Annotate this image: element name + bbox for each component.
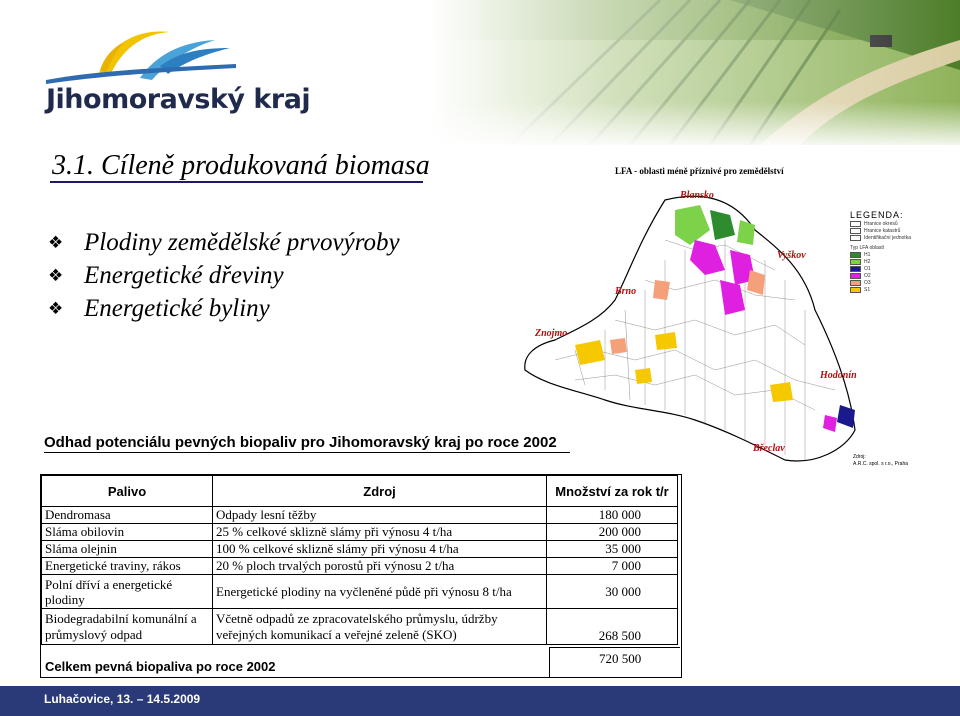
- cell-mnozstvi: 30 000: [547, 575, 678, 609]
- bullet-list: [48, 226, 400, 325]
- legend-swatch: [850, 252, 861, 258]
- legend-subtitle: Typ LFA oblastí: [850, 245, 885, 251]
- cell-zdroj: 100 % celkové sklizně slámy při výnosu 4 t/ha: [213, 541, 547, 558]
- legend-item: [850, 265, 925, 272]
- lfa-map: [515, 160, 925, 475]
- map-credit-line: Zdroj:: [853, 454, 866, 460]
- legend-label: O1: [864, 265, 871, 272]
- legend-label: O3: [864, 279, 871, 286]
- legend-swatch: [850, 221, 861, 227]
- region-logo: [40, 18, 311, 128]
- column-header-mnozstvi: Množství za rok t/r: [547, 476, 678, 507]
- legend-item: [850, 251, 925, 258]
- diamond-bullet-icon: ❖: [48, 265, 64, 286]
- legend-swatch: [850, 259, 861, 265]
- legend-title: LEGENDA:: [850, 210, 904, 220]
- legend-label: H2: [864, 258, 871, 265]
- cell-palivo: Polní dříví a energetické plodiny: [42, 575, 213, 609]
- city-label-brno: Brno: [615, 286, 637, 297]
- city-label-breclav: Břeclav: [753, 443, 785, 454]
- legend-item: [850, 258, 925, 265]
- bullet-text: Energetické byliny: [84, 294, 270, 322]
- vineyard-photo: [430, 0, 960, 145]
- map-credit-line: A.R.C. spol. s r.o., Praha: [853, 461, 909, 467]
- legend-label: S1: [864, 286, 871, 293]
- swallow-logo-icon: [40, 18, 240, 88]
- table-row: [42, 558, 678, 575]
- vineyard-image: [430, 0, 960, 145]
- legend-item: [850, 220, 925, 227]
- cell-palivo: Dendromasa: [42, 507, 213, 524]
- map-credit: [853, 454, 908, 468]
- bullet-text: Energetické dřeviny: [84, 261, 284, 289]
- legend-label: H1: [864, 251, 871, 258]
- table-heading: Odhad potenciálu pevných biopaliv pro Jihomoravský kraj po roce 2002: [44, 434, 557, 451]
- legend-swatch: [850, 273, 861, 279]
- cell-palivo: Sláma obilovin: [42, 524, 213, 541]
- table-total-row: [41, 647, 680, 677]
- cell-mnozstvi: 7 000: [547, 558, 678, 575]
- legend-label: Identifikační jednotka: [864, 234, 911, 241]
- legend-item: [850, 279, 925, 286]
- total-value: 720 500: [599, 651, 642, 666]
- legend-label: Hranice katastrů: [864, 227, 901, 234]
- legend-swatch: [850, 235, 861, 241]
- cell-palivo: Biodegradabilní komunální a průmyslový odpad: [42, 609, 213, 645]
- cell-palivo: Sláma olejnin: [42, 541, 213, 558]
- cell-mnozstvi: 268 500: [547, 609, 678, 645]
- cell-mnozstvi: 35 000: [547, 541, 678, 558]
- cell-zdroj: Včetně odpadů ze zpracovatelského průmyslu, údržby veřejných komunikací a veřejné zeleně (SKO): [213, 609, 547, 645]
- header: [0, 0, 960, 140]
- legend-item: [850, 234, 925, 241]
- legend-swatch: [850, 287, 861, 293]
- total-divider: [549, 647, 680, 648]
- footer-bar: [0, 686, 960, 716]
- city-label-hodonin: Hodonín: [820, 370, 857, 381]
- cell-zdroj: Odpady lesní těžby: [213, 507, 547, 524]
- table-row: [42, 541, 678, 558]
- table-heading-underline: [44, 452, 570, 453]
- diamond-bullet-icon: ❖: [48, 298, 64, 319]
- legend-label: Hranice okresů: [864, 220, 898, 227]
- city-label-blansko: Blansko: [680, 190, 714, 201]
- map-legend: [850, 210, 925, 293]
- column-header-zdroj: Zdroj: [213, 476, 547, 507]
- diamond-bullet-icon: ❖: [48, 232, 64, 253]
- table-row: [42, 507, 678, 524]
- cell-zdroj: 20 % ploch trvalých porostů při výnosu 2 t/ha: [213, 558, 547, 575]
- table-row: [42, 575, 678, 609]
- cell-zdroj: Energetické plodiny na vyčleněné půdě při výnosu 8 t/ha: [213, 575, 547, 609]
- city-label-vyskov: Vyškov: [777, 250, 806, 261]
- column-header-palivo: Palivo: [42, 476, 213, 507]
- cell-mnozstvi: 180 000: [547, 507, 678, 524]
- legend-item: [850, 272, 925, 279]
- legend-swatch: [850, 266, 861, 272]
- city-label-znojmo: Znojmo: [535, 328, 568, 339]
- footer-text: Luhačovice, 13. – 14.5.2009: [44, 692, 201, 706]
- title-underline: [50, 181, 423, 183]
- biofuel-table-grid: [41, 475, 678, 645]
- legend-item: [850, 227, 925, 234]
- legend-label: O2: [864, 272, 871, 279]
- biofuel-table: [40, 474, 682, 678]
- table-header-row: [42, 476, 678, 507]
- total-label: Celkem pevná biopaliva po roce 2002: [45, 659, 276, 674]
- slide-title: 3.1. Cíleně produkovaná biomasa: [52, 150, 430, 181]
- legend-item: [850, 286, 925, 293]
- cell-zdroj: 25 % celkové sklizně slámy při výnosu 4 t/ha: [213, 524, 547, 541]
- bullet-text: Plodiny zemědělské prvovýroby: [84, 228, 400, 256]
- list-item: [48, 292, 400, 325]
- list-item: [48, 226, 400, 259]
- legend-swatch: [850, 280, 861, 286]
- legend-swatch: [850, 228, 861, 234]
- region-map-image: [515, 160, 925, 475]
- cell-palivo: Energetické traviny, rákos: [42, 558, 213, 575]
- map-title: LFA - oblasti méně příznivé pro zemědělství: [615, 166, 784, 176]
- cell-mnozstvi: 200 000: [547, 524, 678, 541]
- table-row: [42, 524, 678, 541]
- total-divider: [549, 647, 550, 677]
- table-row: [42, 609, 678, 645]
- logo-text: Jihomoravský kraj: [46, 84, 311, 115]
- list-item: [48, 259, 400, 292]
